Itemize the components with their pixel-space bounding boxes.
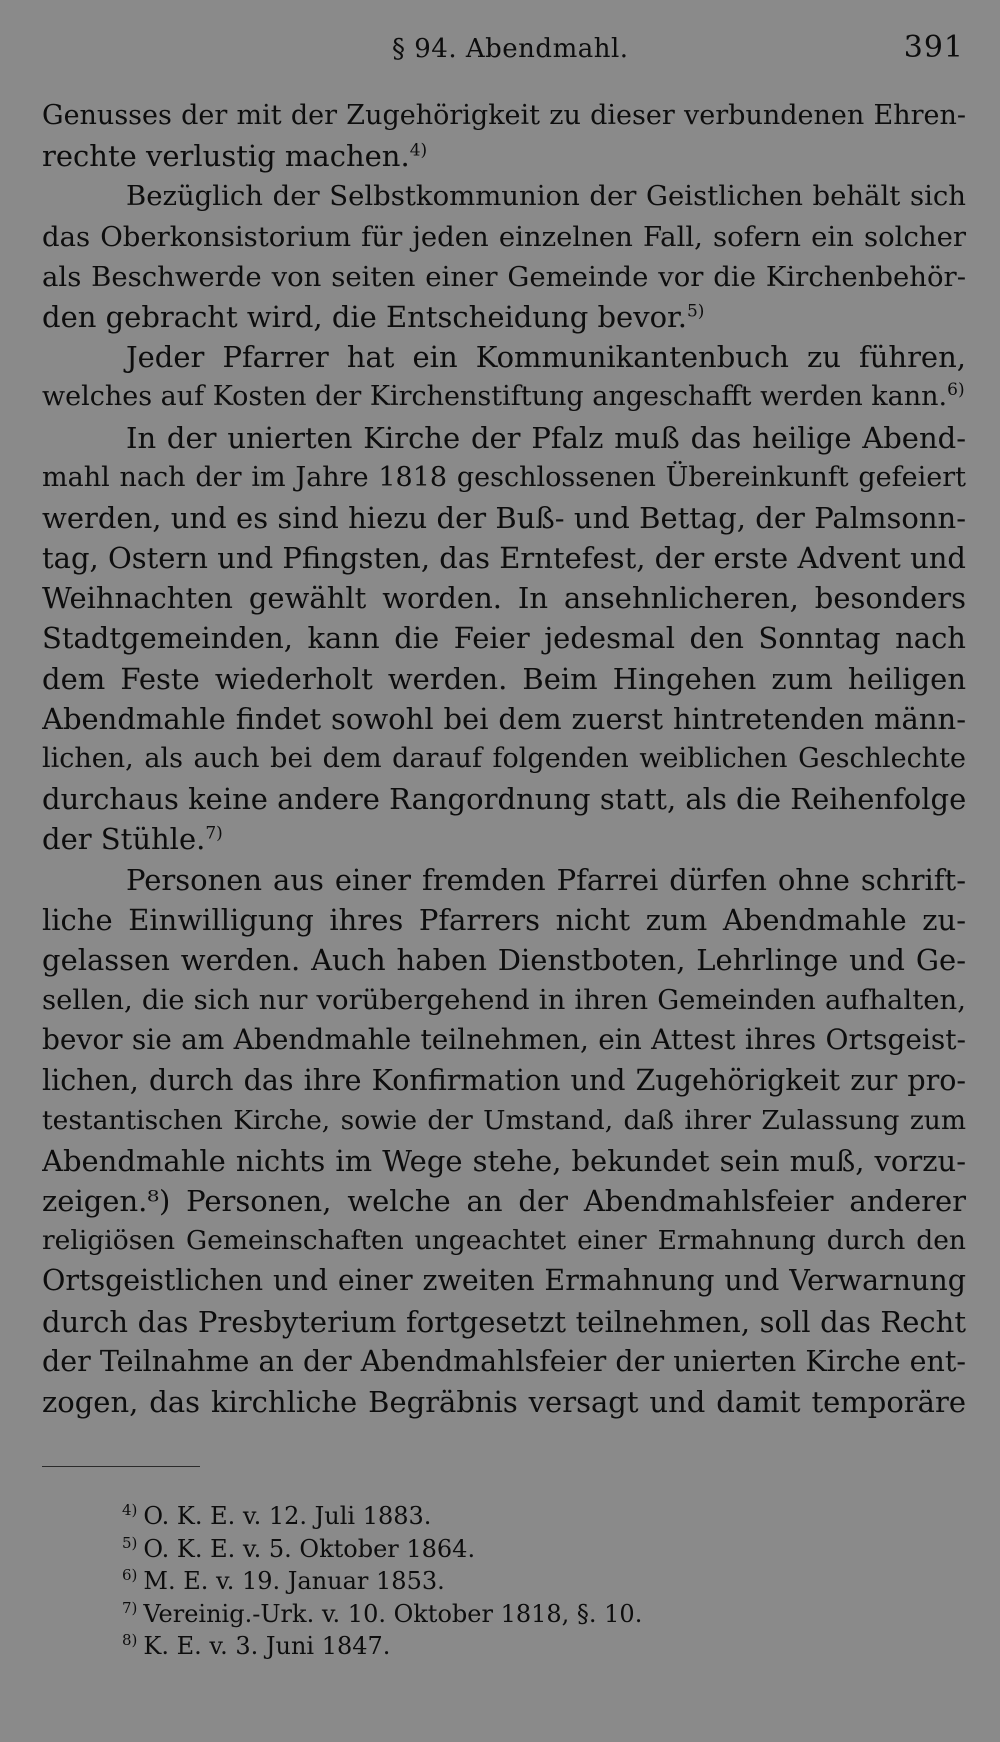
footnote [122, 1500, 822, 1533]
footnote-reference: 6) [947, 380, 965, 401]
text-line-content: lichen, als auch bei dem darauf folgenden weiblichen Geschlechte [42, 743, 966, 774]
text-line [42, 538, 966, 578]
text-line-content: Bezüglich der Selbstkommunion der Geistlichen behält sich [126, 180, 966, 213]
text-line [42, 1342, 966, 1382]
footnote-reference: 5) [686, 301, 705, 322]
text-line-content: mahl nach der im Jahre 1818 geschlossenen Übereinkunft gefeiert [42, 461, 966, 493]
footnote-text: M. E. v. 19. Januar 1853. [143, 1567, 445, 1596]
footnotes [122, 1500, 822, 1663]
text-line [42, 297, 966, 337]
text-line [42, 1302, 966, 1342]
text-line [42, 860, 966, 900]
text-line-content: Stadtgemeinden, kann die Feier jedesmal den Sonntag nach [42, 621, 966, 656]
text-line [42, 1141, 966, 1181]
body-text [42, 96, 966, 1422]
text-line-content: zogen, das kirchliche Begräbnis versagt und damit temporäre [42, 1385, 966, 1419]
footnote-mark: 5) [122, 1533, 138, 1552]
text-line [42, 257, 966, 297]
text-line-content: dem Feste wiederholt werden. Beim Hingehen zum heiligen [42, 661, 966, 696]
text-line [42, 1061, 966, 1101]
text-line [42, 418, 966, 458]
text-line [42, 1221, 966, 1261]
text-line [42, 498, 966, 538]
text-line-content: durchaus keine andere Rangordnung statt, als die Reihenfolge [42, 782, 966, 817]
text-line [42, 900, 966, 940]
text-line-content: werden, und es sind hiezu der Buß- und Bettag, der Palmsonn- [42, 500, 966, 535]
text-line [42, 217, 966, 257]
text-line-content: welches auf Kosten der Kirchenstiftung angeschafft werden kann. [42, 381, 948, 413]
text-line-content: der Stühle. [42, 822, 206, 857]
footnote-mark: 6) [122, 1566, 138, 1585]
footnote [122, 1533, 822, 1566]
text-line-content: das Oberkonsistorium für jeden einzelnen Fall, sofern ein solcher [42, 220, 966, 253]
text-line-content: Abendmahle findet sowohl bei dem zuerst hintretenden männ- [42, 701, 966, 736]
text-line [42, 136, 966, 176]
text-line [42, 377, 966, 417]
text-line [42, 819, 966, 859]
text-line [42, 458, 966, 498]
text-line-content: lichen, durch das ihre Konfirmation und Zugehörigkeit zur pro- [42, 1063, 966, 1097]
footnote-divider [42, 1466, 200, 1467]
footnote [122, 1598, 822, 1631]
text-line-content: tag, Ostern und Pfingsten, das Erntefest, der erste Advent und [42, 541, 966, 576]
text-line-content: zeigen.⁸) Personen, welche an der Abendmahlsfeier anderer [42, 1184, 966, 1219]
text-line-content: rechte verlustig machen. [42, 139, 410, 174]
text-line-content: Jeder Pfarrer hat ein Kommunikantenbuch zu führen, [126, 340, 966, 375]
text-line-content: sellen, die sich nur vorübergehend in ihren Gemeinden aufhalten, [42, 984, 966, 1017]
text-line-content: bevor sie am Abendmahle teilnehmen, ein Attest ihres Ortsgeist- [42, 1023, 966, 1057]
footnote-mark: 8) [122, 1631, 138, 1650]
text-line [42, 699, 966, 739]
footnote [122, 1630, 822, 1663]
text-line-content: der Teilnahme an der Abendmahlsfeier der unierten Kirche ent- [42, 1344, 966, 1378]
text-line-content: durch das Presbyterium fortgesetzt teilnehmen, soll das Recht [42, 1304, 966, 1339]
text-line [42, 578, 966, 618]
text-line [42, 940, 966, 980]
text-line [42, 779, 966, 819]
text-line [42, 1382, 966, 1422]
text-line-content: den gebracht wird, die Entscheidung bevor. [42, 299, 687, 334]
footnote-reference: 7) [205, 823, 223, 844]
text-line-content: Abendmahle nichts im Wege stehe, bekundet sein muß, vorzu- [42, 1143, 966, 1178]
footnote-text: Vereinig.-Urk. v. 10. Oktober 1818, §. 10. [143, 1599, 643, 1628]
text-line-content: Personen aus einer fremden Pfarrei dürfen ohne schrift- [126, 862, 966, 897]
text-line-content: Weihnachten gewählt worden. In ansehnlicheren, besonders [42, 581, 966, 616]
text-line-content: In der unierten Kirche der Pfalz muß das heilige Abend- [126, 420, 966, 455]
text-line [42, 1261, 966, 1301]
footnote-text: O. K. E. v. 5. Oktober 1864. [143, 1534, 476, 1563]
text-line [42, 96, 966, 136]
text-line [42, 1181, 966, 1221]
text-line-content: Ortsgeistlichen und einer zweiten Ermahnung und Verwarnung [42, 1264, 966, 1298]
text-line-content: liche Einwilligung ihres Pfarrers nicht zum Abendmahle zu- [42, 902, 966, 937]
text-line [42, 337, 966, 377]
text-line-content: Genusses der mit der Zugehörigkeit zu dieser verbundenen Ehren- [42, 100, 966, 131]
footnote-reference: 4) [409, 140, 428, 161]
text-line [42, 659, 966, 699]
footnote-mark: 4) [122, 1501, 138, 1519]
footnote-mark: 7) [122, 1598, 138, 1617]
footnote [122, 1565, 822, 1598]
text-line [42, 618, 966, 658]
running-title: § 94. Abendmahl. [392, 34, 629, 64]
text-line-content: als Beschwerde von seiten einer Gemeinde vor die Kirchenbehör- [42, 260, 966, 293]
footnote-text: O. K. E. v. 12. Juli 1883. [143, 1502, 432, 1530]
text-line-content: testantischen Kirche, sowie der Umstand, daß ihrer Zulassung zum [42, 1104, 966, 1136]
text-line-content: gelassen werden. Auch haben Dienstboten, Lehrlinge und Ge- [42, 942, 966, 977]
footnote-text: K. E. v. 3. Juni 1847. [143, 1632, 391, 1661]
page-number: 391 [903, 30, 964, 65]
text-line [42, 1101, 966, 1141]
page-header [42, 30, 968, 70]
text-line [42, 176, 966, 216]
text-line-content: religiösen Gemeinschaften ungeachtet einer Ermahnung durch den [42, 1225, 966, 1257]
text-line [42, 739, 966, 779]
text-line [42, 1020, 966, 1060]
text-line [42, 980, 966, 1020]
